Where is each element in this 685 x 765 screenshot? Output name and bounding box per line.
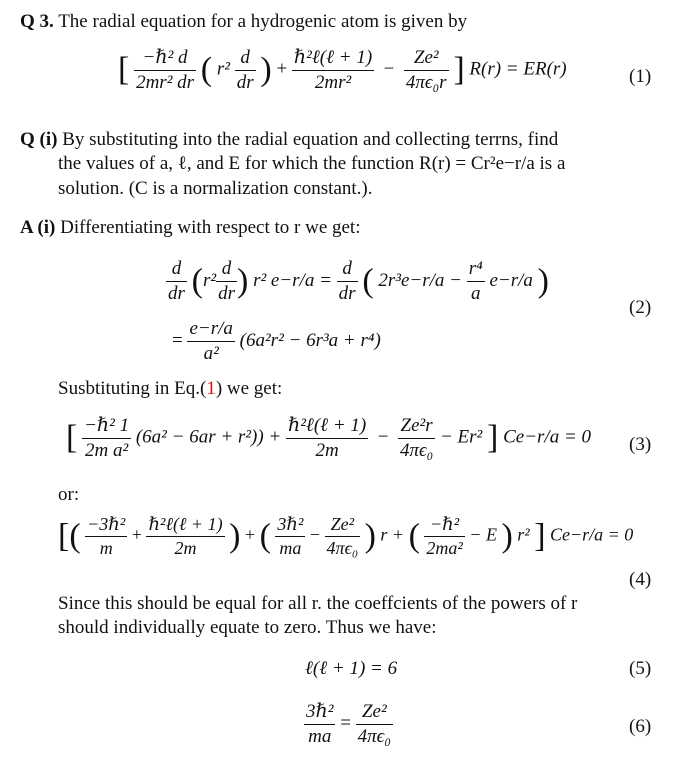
question-i-line3: solution. (C is a normalization constant.). — [58, 178, 373, 199]
question-i-line1: Q (i) By substituting into the radial equation and collecting terrns, find — [20, 129, 559, 150]
question-label: Q 3. — [20, 11, 54, 32]
eq1-frac3: $\frac{\text{Ze²}}{\text{4πϵ₀r}}$ — [405, 46, 447, 93]
answer-label: A (i) — [20, 217, 56, 238]
equation-number-2: (2) — [629, 297, 652, 318]
equation-4: [( $\frac{\text{−3ℏ²}}{m}$ + $\frac{\text{ℏ²ℓ(ℓ + 1)}}{2m}$ ) + ( $\frac{\text{3ℏ²}}{ma}$ − $\frac{\text{Ze²}}{\text{4πϵ₀}}$ ) r + ( $\frac{\text{−ℏ²}}{\text{2ma²}}$ − E ) r² ] Ce−r/a = 0 — [58, 514, 634, 558]
equation-number-4: (4) — [629, 569, 652, 590]
or-label: or: — [58, 484, 80, 505]
conclusion-line2: should individually equate to zero. Thus we have: — [58, 617, 437, 638]
equation-ref-link[interactable]: 1 — [206, 378, 216, 399]
equation-2-line2: = $\frac{e-r/a}{\text{a²}}$ (6a²r² − 6r³a + r⁴) — [172, 318, 381, 364]
equation-number-5: (5) — [629, 658, 652, 679]
equation-number-6: (6) — [629, 716, 652, 737]
eq1-frac2: $\frac{\text{ℏ²ℓ(ℓ + 1)}}{\text{2mr²}}$ — [293, 47, 373, 93]
equation-1: [ $\frac{\text{−ℏ² d}}{\text{2mr² dr}}$ ( r² $\frac{d}{dr}$ ) + $\frac{\text{ℏ²ℓ(ℓ + 1)}}{\text{2mr²}}$ − $\frac{\text{Ze²}}{\text{4πϵ₀r}}$ ] R(r) = ER(r) — [118, 46, 567, 93]
question-i-line2: the values of a, ℓ, and E for which the function R(r) = Cr²e−r/a is a — [58, 153, 566, 174]
question-text: The radial equation for a hydrogenic atom is given by — [58, 11, 468, 32]
conclusion-line1: Since this should be equal for all r. the coeffcients of the powers of r — [58, 593, 578, 614]
equation-number-1: (1) — [629, 66, 652, 87]
substituting-line: Susbtituting in Eq.(1) we get: — [58, 378, 283, 399]
question-3-line — [20, 11, 467, 33]
equation-number-3: (3) — [629, 434, 652, 455]
equation-5: ℓ(ℓ + 1) = 6 — [305, 658, 398, 679]
equation-3: [ $\frac{\text{−ℏ² 1}}{\text{2m a²}}$ (6a² − 6ar + r²)) + $\frac{\text{ℏ²ℓ(ℓ + 1)}}{2m}$ − $\frac{\text{Ze²r}}{\text{4πϵ₀}}$ − Er² ] Ce−r/a = 0 — [66, 414, 592, 461]
bracket-right: ] — [453, 51, 465, 88]
question-i-label: Q (i) — [20, 129, 58, 150]
eq1-inner-frac: $\frac{d}{dr}$ — [236, 46, 254, 93]
eq1-frac1: $\frac{\text{−ℏ² d}}{\text{2mr² dr}}$ — [136, 47, 195, 93]
bracket-left: [ — [118, 51, 130, 88]
equation-2-line1: $\frac{d}{dr}$ (r² $\frac{d}{dr}$ ) r² e−r/a = $\frac{d}{dr}$ ( 2r³e−r/a − $\frac{\text{r⁴}}{a}$ e−r/a ) — [168, 258, 549, 304]
answer-i-line: A (i) Differentiating with respect to r we get: — [20, 217, 361, 238]
equation-6: $\frac{\text{3ℏ²}}{ma}$ = $\frac{\text{Ze²}}{\text{4πϵ₀}}$ — [306, 700, 391, 747]
